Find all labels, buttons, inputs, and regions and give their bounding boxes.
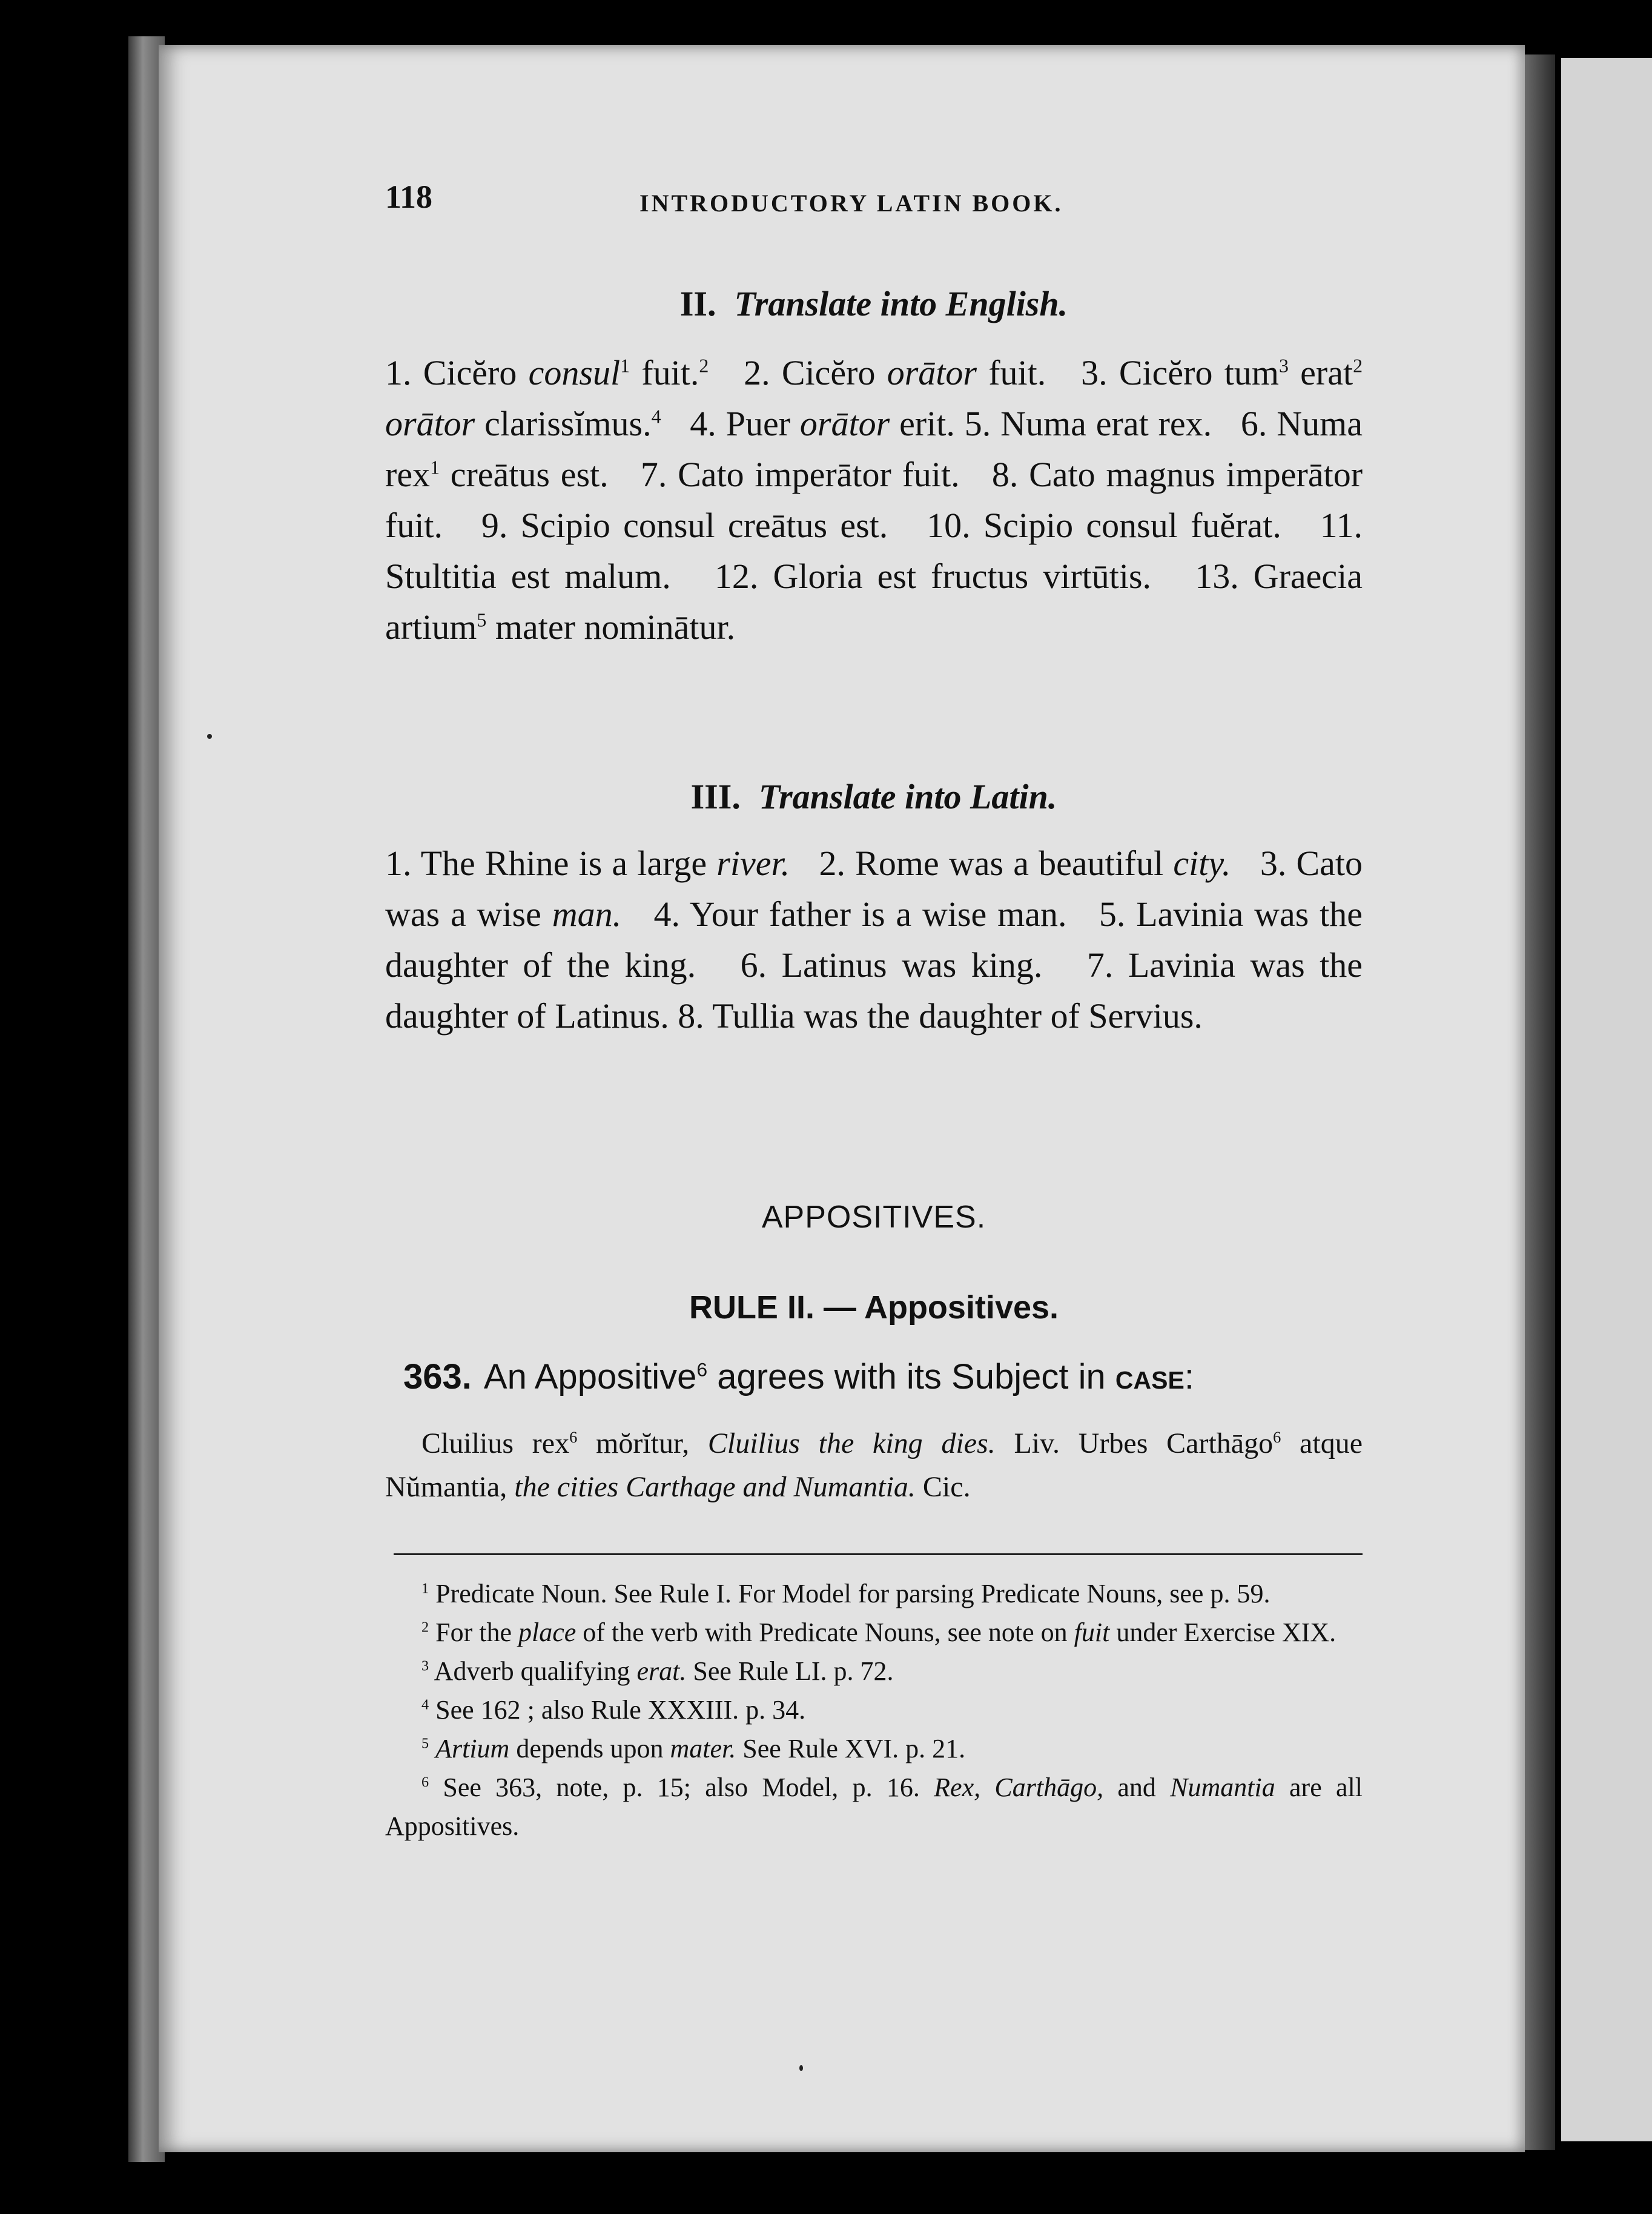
footnote-text: For the [435,1618,518,1647]
footnote-mark: 2 [421,1619,429,1636]
footnote [385,1730,1363,1768]
section-3-title: Translate into Latin. [758,777,1057,816]
section-3-heading [385,776,1363,817]
sentence: 10. Scipio consul fuĕrat. [927,506,1281,545]
footnote-ref: 6 [696,1358,708,1381]
sentence-italic: orātor [385,404,475,443]
running-head [385,178,1363,220]
example-translation: Cluilius the king dies. [707,1427,996,1459]
footnote-text: depends upon [509,1734,670,1763]
footnote-italic: mater. [670,1734,736,1763]
rule-number: 363. [403,1357,472,1396]
example-latin: atque Nŭmantia, [385,1427,1363,1503]
footnote [385,1652,1363,1691]
rule-text: An Appositive [483,1357,697,1396]
sentence-italic: consul [528,353,621,392]
footnote [385,1691,1363,1730]
exercise-translate-latin [385,838,1363,1042]
footnote-text: under Exercise XIX. [1109,1618,1336,1647]
sentence-number: 2. [744,353,770,392]
sentence-text: clarissĭmus. [475,404,652,443]
sentence: 5. Lavinia was the daughter of the king. [385,894,1363,985]
footnote-ref: 6 [569,1428,578,1446]
sentence [385,844,790,883]
sentence-text: creātus est. [440,455,609,494]
sentence-italic: orātor [887,353,977,392]
footnote-mark: 6 [421,1774,429,1791]
sentence-text: 13. Graecia artium [385,557,1363,647]
sentence: 7. Cato imperātor fuit. [640,455,960,494]
footnote-ref: 2 [1353,355,1363,377]
sentence: 5. Numa erat rex. [964,404,1212,443]
section-2-heading [385,283,1363,324]
sentence-italic: city. [1173,844,1231,883]
sentence-text: Cicĕro [423,353,529,392]
footnote-mark: 5 [421,1735,429,1752]
sentence-text: Cicĕro tum [1118,353,1279,392]
example-latin: mŏrĭtur, [577,1427,708,1459]
rule-statement [403,1356,1363,1397]
exercise-translate-english [385,348,1363,653]
footnote [385,1575,1363,1613]
footnote-text: are all Appositives. [385,1773,1363,1841]
sentence-text: 1. The Rhine is a large [385,844,717,883]
sentence-text: 3. Cato was a wise [385,844,1363,934]
footnote-text: of the verb with Predicate Nouns, see note on [576,1618,1074,1647]
footnotes [385,1575,1363,1846]
sentence-text: Puer [725,404,800,443]
print-speck [799,2065,803,2071]
footnote-ref: 6 [1273,1428,1281,1446]
footnote-ref: 3 [1278,355,1289,377]
example-source: Cic. [915,1471,971,1503]
sentence [690,404,955,443]
rule-examples [385,1422,1363,1509]
sentence-number: 4. [690,404,716,443]
sentence: 12. Gloria est fructus virtūtis. [714,557,1152,596]
sentence-text: fuit. [641,353,699,392]
footnote [385,1613,1363,1652]
appositives-heading: APPOSITIVES. [761,1200,986,1235]
sentence [744,353,1046,392]
sentence [819,844,1231,883]
sentence-text: erit. [890,404,955,443]
book-gutter [1525,55,1555,2150]
footnote-italic: place [518,1618,577,1647]
footnote-text: See Rule LI. p. 72. [686,1656,894,1686]
sentence: 4. Your father is a wise man. [653,894,1067,934]
footnote-italic: Artium [435,1734,510,1763]
section-2-title: Translate into English. [734,284,1068,323]
footnote [385,1768,1363,1846]
rule-heading: RULE II. — Appositives. [689,1289,1059,1326]
page-number: 118 [385,179,433,215]
footnote-text: Adverb qualifying [434,1656,637,1686]
footnote-text: See Rule XVI. p. 21. [736,1734,966,1763]
footnote-ref: 2 [699,355,709,377]
print-speck [207,734,212,739]
footnote-text: Predicate Noun. See Rule I. For Model for parsing Predicate Nouns, see p. 59. [435,1579,1270,1608]
footnote-italic: erat. [636,1656,687,1686]
footnote-ref: 5 [477,609,487,631]
footnote-italic: fuit [1074,1618,1110,1647]
sentence-italic: orātor [799,404,890,443]
example-latin: Cluilius rex [421,1427,570,1459]
footnote-italic: Numantia [1170,1773,1275,1802]
example-latin: Urbes Carthāgo [1060,1427,1274,1459]
rule-text: agrees with its Subject in [707,1357,1115,1396]
sentence [385,353,709,392]
footnote-italic: Rex, Carthāgo, [934,1773,1104,1802]
sentence-italic: river. [716,844,790,883]
example-source: Liv. [995,1427,1060,1459]
sentence: 7. Lavinia was the daughter of Latinus. [385,945,1363,1036]
rule-case-term: case [1115,1357,1184,1396]
sentence-number: 3. [1081,353,1108,392]
footnote-text: and [1103,1773,1171,1802]
footnote-divider [394,1553,1363,1555]
sentence-text: mater nominātur. [486,607,736,647]
running-title: INTRODUCTORY LATIN BOOK. [639,190,1063,217]
sentence-text: erat [1288,353,1353,392]
sentence: 9. Scipio consul creātus est. [481,506,888,545]
sentence-text: Cicĕro [781,353,887,392]
footnote-ref: 1 [430,457,440,478]
footnote-ref: 1 [620,355,630,377]
sentence-text: fuit. [976,353,1046,392]
section-2-numeral: II. [679,284,716,323]
footnote-mark: 1 [421,1580,429,1597]
sentence-number: 1. [385,353,412,392]
rule-text: : [1184,1357,1194,1396]
sentence-text: 6. Numa rex [385,404,1363,494]
sentence: 8. Tullia was the daughter of Servius. [678,996,1203,1036]
sentence-text: 2. Rome was a beautiful [819,844,1174,883]
facing-page-edge [1561,58,1652,2141]
section-3-numeral: III. [690,777,741,816]
footnote-text: See 363, note, p. 15; also Model, p. 16. [443,1773,934,1802]
footnote-mark: 4 [421,1696,429,1713]
sentence: 11. Stultitia est malum. [385,506,1363,596]
footnote-mark: 3 [421,1657,429,1674]
sentence-italic: man. [552,894,622,934]
sentence: 8. Cato magnus imperātor fuit. [385,455,1363,545]
sentence: 6. Latinus was king. [740,945,1043,985]
footnote-text: See 162 ; also Rule XXXIII. p. 34. [435,1695,806,1725]
footnote-ref: 4 [651,406,661,428]
example-translation: the cities Carthage and Numantia. [514,1471,916,1503]
